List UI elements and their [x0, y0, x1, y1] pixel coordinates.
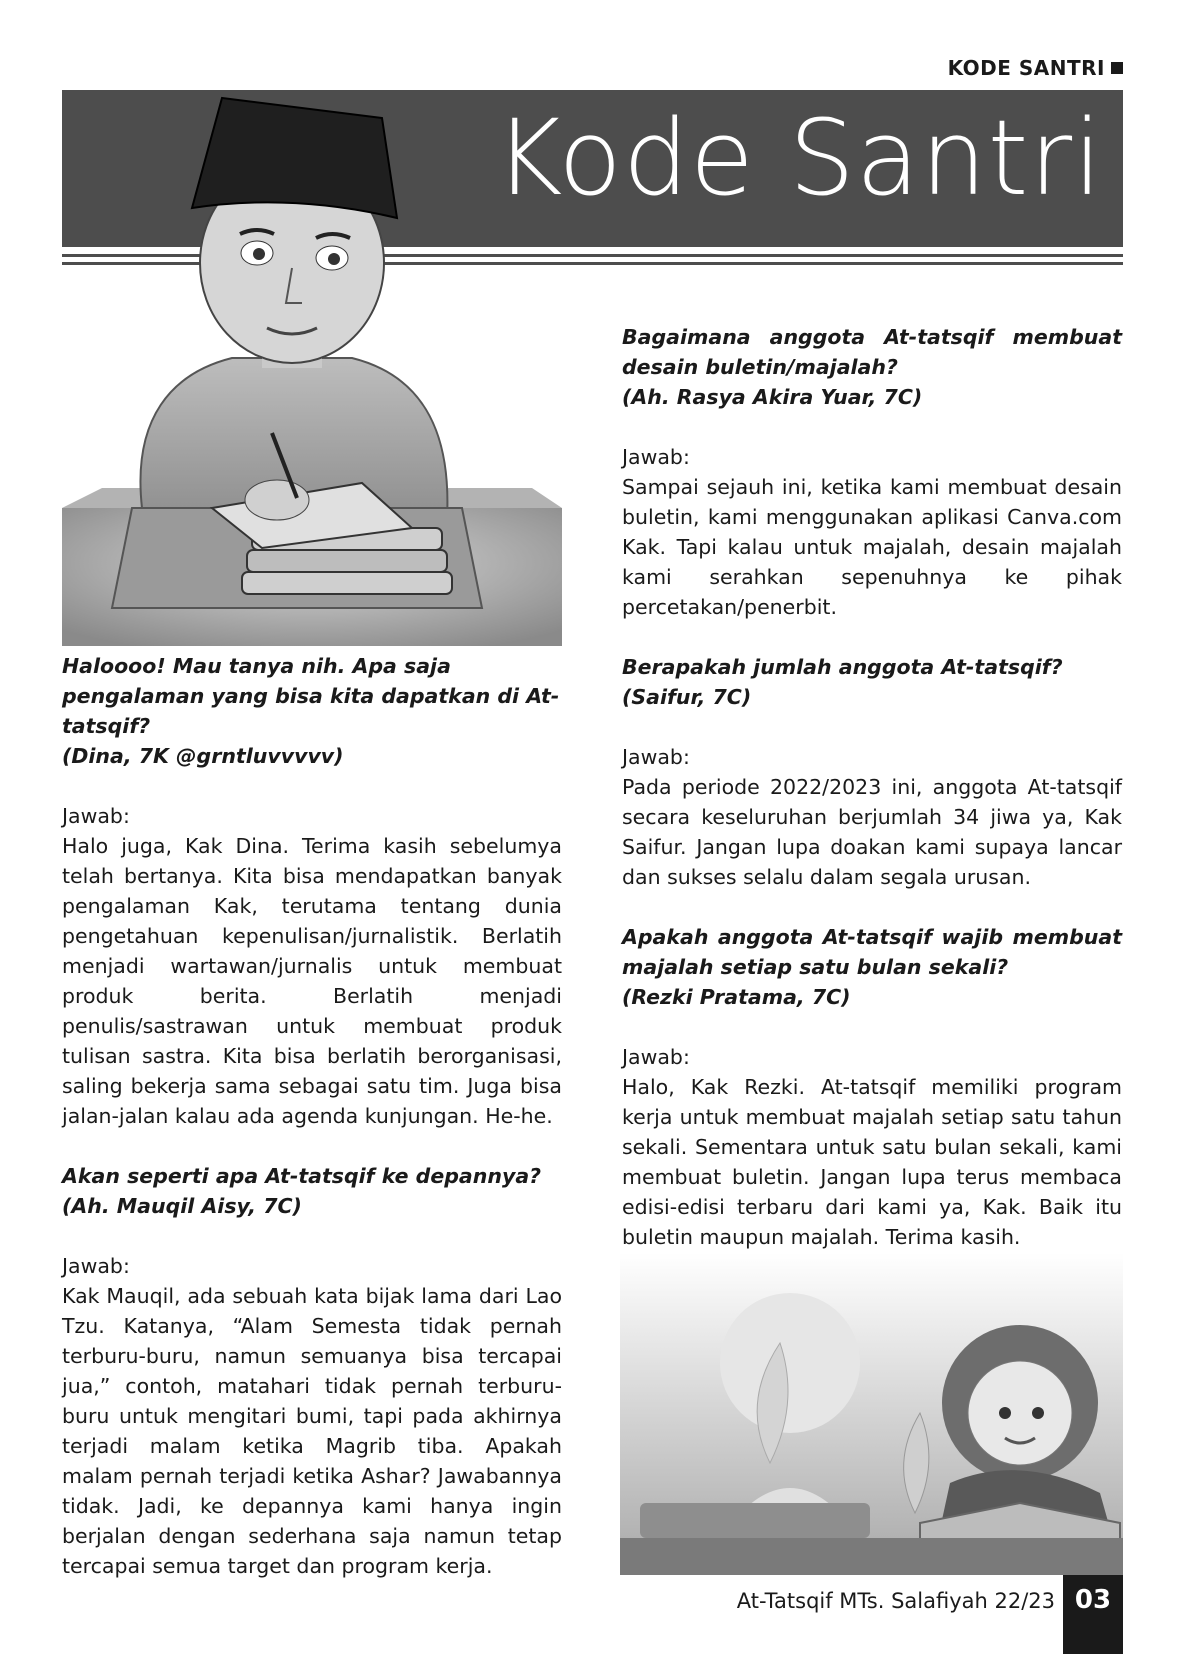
answer-5: Halo, Kak Rezki. At-tatsqif memiliki program kerja untuk membuat majalah setiap satu tahun sekali. Sementara untuk satu bulan sekali, kami membuat buletin. Jangan lupa terus membaca edisi-edisi terbaru dari kami ya, Kak. Baik itu buletin maupun majalah. Terima kasih.: [622, 1075, 1122, 1249]
answer-label-1: Jawab:: [62, 804, 130, 828]
question-5: Apakah anggota At-tatsqif wajib membuat majalah setiap satu bulan sekali?: [622, 925, 1122, 979]
answer-label-2: Jawab:: [62, 1254, 130, 1278]
question-3: Bagaimana anggota At-tatsqif membuat desain buletin/majalah?: [622, 325, 1122, 379]
answer-label-5: Jawab:: [622, 1045, 690, 1069]
square-bullet-icon: [1111, 62, 1123, 74]
answer-1: Halo juga, Kak Dina. Terima kasih sebelumya telah bertanya. Kita bisa mendapatkan banyak pengalaman Kak, terutama tentang dunia pengetahuan kepenulisan/jurnalistik. Berlatih menjadi wartawan/jurnalis untuk membuat produk berita. Berlatih menjadi penulis/sastrawan untuk membuat produk tulisan sastra. Kita bisa berlatih berorganisasi, saling bekerja sama sebagai satu tim. Juga bisa jalan-jalan kalau ada agenda kunjungan. He-he.: [62, 834, 562, 1128]
caricature-svg: [62, 88, 562, 646]
answer-label-4: Jawab:: [622, 745, 690, 769]
peci-cap: [192, 98, 397, 218]
question-4: Berapakah jumlah anggota At-tatsqif?: [622, 655, 1063, 679]
answer-3: Sampai sejauh ini, ketika kami membuat desain buletin, kami menggunakan aplikasi Canva.com Kak. Tapi kalau untuk majalah, desain majalah kami serahkan sepenuhnya ke pihak percetakan/penerbit.: [622, 475, 1122, 619]
right-column: [622, 322, 1122, 1252]
page-footer: [0, 1575, 1181, 1654]
publication-name: At-Tatsqif MTs. Salafiyah 22/23: [736, 1589, 1055, 1613]
asker-3: (Ah. Rasya Akira Yuar, 7C): [622, 385, 923, 409]
asker-5: (Rezki Pratama, 7C): [622, 985, 851, 1009]
left-column: [62, 651, 562, 1581]
page-title: Kode Santri: [494, 97, 1103, 219]
asker-2: (Ah. Mauqil Aisy, 7C): [62, 1194, 302, 1218]
section-label: KODE SANTRI: [948, 56, 1123, 80]
question-2: Akan seperti apa At-tatsqif ke depannya?: [62, 1164, 542, 1188]
asker-4: (Saifur, 7C): [622, 685, 752, 709]
answer-4: Pada periode 2022/2023 ini, anggota At-tatsqif secara keseluruhan berjumlah 34 jiwa ya, Kak Saifur. Jangan lupa doakan kami supaya lancar dan sukses selalu dalam segala urusan.: [622, 775, 1122, 889]
santri-caricature-illustration: [62, 88, 562, 646]
page-number: 03: [1063, 1575, 1123, 1654]
question-1: Haloooo! Mau tanya nih. Apa saja pengalaman yang bisa kita dapatkan di At-tatsqif?: [62, 654, 560, 738]
answer-2: Kak Mauqil, ada sebuah kata bijak lama dari Lao Tzu. Katanya, “Alam Semesta tidak pernah terburu-buru, namun semuanya bisa tercapai jua,” contoh, matahari tidak pernah terburu-buru untuk mengitari bumi, tapi pada akhirnya terjadi malam ketika Magrib tiba. Apakah malam pernah terjadi ketika Ashar? Jawabannya tidak. Jadi, ke depannya kami hanya ingin berjalan dengan sederhana saja namun tetap tercapai semua target dan program kerja.: [62, 1284, 562, 1578]
reading-illustration-svg: [620, 1253, 1123, 1575]
asker-1: (Dina, 7K @grntluvvvvv): [62, 744, 344, 768]
reading-children-illustration: [620, 1253, 1123, 1575]
girl-face: [968, 1361, 1072, 1465]
answer-label-3: Jawab:: [622, 445, 690, 469]
